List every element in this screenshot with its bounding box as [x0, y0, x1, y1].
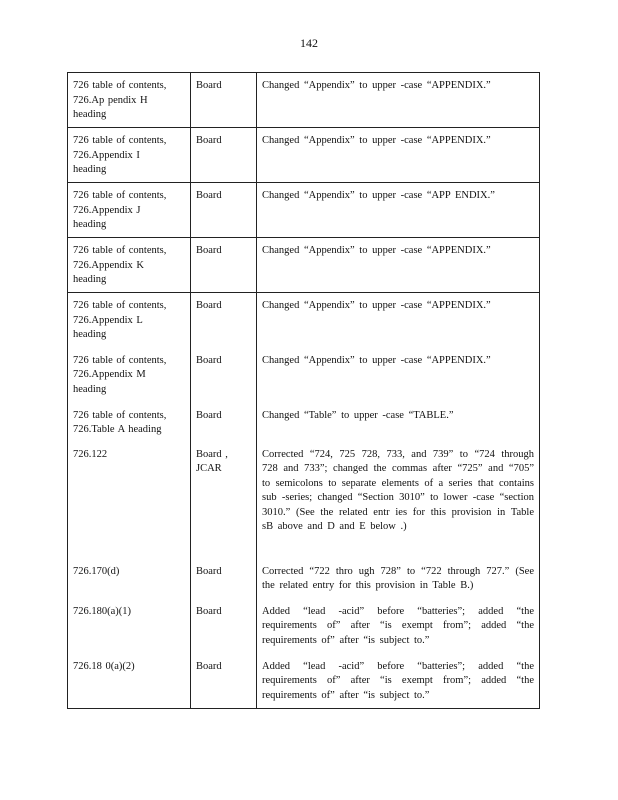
- section-cell: 726.170(d): [68, 559, 191, 599]
- agency-cell: Board: [191, 293, 257, 348]
- change-cell: Changed “Appendix” to upper -case “APPENDIX.”: [257, 73, 540, 128]
- table-row: [68, 73, 540, 128]
- section-cell: 726 table of contents, 726.Appendix K heading: [68, 238, 191, 293]
- change-cell: Changed “Appendix” to upper -case “APPENDIX.”: [257, 348, 540, 403]
- section-cell: 726 table of contents, 726.Table A heading: [68, 403, 191, 442]
- agency-cell: Board , JCAR: [191, 442, 257, 559]
- agency-cell: Board: [191, 348, 257, 403]
- agency-cell: Board: [191, 128, 257, 183]
- section-cell: 726.18 0(a)(2): [68, 654, 191, 709]
- change-cell: Corrected “722 thro ugh 728” to “722 through 727.” (See the related entry for this provision in Table B.): [257, 559, 540, 599]
- section-cell: 726.122: [68, 442, 191, 559]
- agency-cell: Board: [191, 403, 257, 442]
- change-cell: Changed “Appendix” to upper -case “APPENDIX.”: [257, 293, 540, 348]
- table-row: [68, 348, 540, 403]
- table-row: [68, 559, 540, 599]
- section-cell: 726 table of contents, 726.Appendix J heading: [68, 183, 191, 238]
- section-cell: 726 table of contents, 726.Appendix I heading: [68, 128, 191, 183]
- section-cell: 726 table of contents, 726.Ap pendix H heading: [68, 73, 191, 128]
- revisions-table-body: [68, 73, 540, 709]
- table-row: [68, 183, 540, 238]
- change-cell: Changed “Table” to upper -case “TABLE.”: [257, 403, 540, 442]
- agency-cell: Board: [191, 559, 257, 599]
- change-cell: Added “lead -acid” before “batteries”; added “the requirements of” after “is exempt from”; added “the requirements of” after “is subject to.”: [257, 599, 540, 654]
- change-cell: Changed “Appendix” to upper -case “APPENDIX.”: [257, 238, 540, 293]
- revisions-table: [67, 72, 540, 709]
- table-row: [68, 599, 540, 654]
- agency-cell: Board: [191, 73, 257, 128]
- agency-cell: Board: [191, 183, 257, 238]
- table-row: [68, 654, 540, 709]
- agency-cell: Board: [191, 238, 257, 293]
- section-cell: 726.180(a)(1): [68, 599, 191, 654]
- agency-cell: Board: [191, 599, 257, 654]
- change-cell: Changed “Appendix” to upper -case “APPENDIX.”: [257, 128, 540, 183]
- section-cell: 726 table of contents, 726.Appendix L heading: [68, 293, 191, 348]
- table-row: [68, 293, 540, 348]
- page-number: 142: [300, 36, 318, 50]
- change-cell: Changed “Appendix” to upper -case “APP ENDIX.”: [257, 183, 540, 238]
- change-cell: Corrected “724, 725 728, 733, and 739” to “724 through 728 and 733”; changed the commas after “725” and “705” to semicolons to separate elements of a series that contains sub -series; changed “Section 3010” to lower -case “section 3010.” (See the related entr ies for this provision in Table sB above and D and E below .): [257, 442, 540, 559]
- section-cell: 726 table of contents, 726.Appendix M heading: [68, 348, 191, 403]
- table-row: [68, 442, 540, 559]
- agency-cell: Board: [191, 654, 257, 709]
- table-row: [68, 128, 540, 183]
- table-row: [68, 403, 540, 442]
- change-cell: Added “lead -acid” before “batteries”; added “the requirements of” after “is exempt from”; added “the requirements of” after “is subject to.”: [257, 654, 540, 709]
- table-row: [68, 238, 540, 293]
